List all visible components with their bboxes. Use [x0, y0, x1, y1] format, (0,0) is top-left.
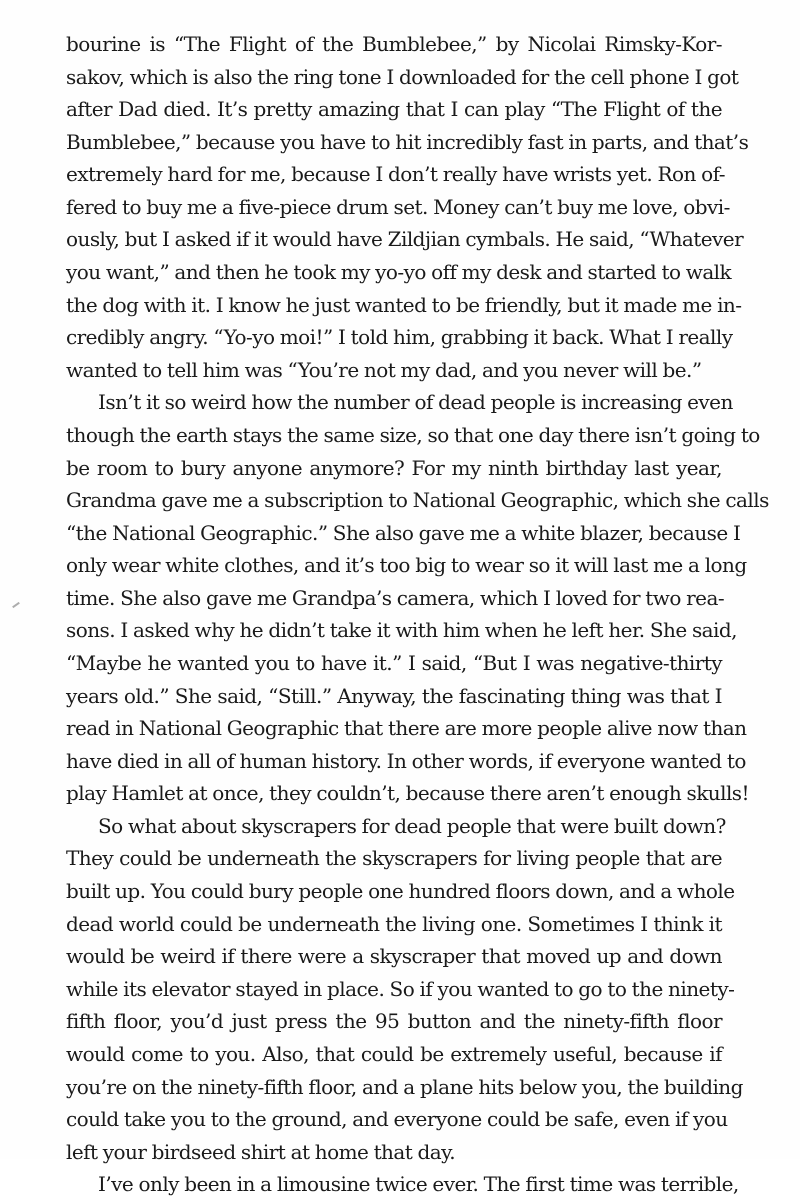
text-line: the dog with it. I know he just wanted to be friendly, but it made me in- — [66, 292, 742, 317]
text-line: wanted to tell him was “You’re not my dad, and you never will be.” — [66, 357, 702, 382]
text-line: would be weird if there were a skyscraper that moved up and down — [66, 944, 722, 969]
paragraph-first-line: I’ve only been in a limousine twice ever. The first time was terrible, — [98, 1172, 739, 1197]
text-line: “Maybe he wanted you to have it.” I said, “But I was negative-thirty — [66, 650, 722, 675]
text-line: play Hamlet at once, they couldn’t, because there aren’t enough skulls! — [66, 781, 750, 806]
body-text — [66, 28, 769, 1201]
text-line: though the earth stays the same size, so that one day there isn’t going to — [66, 422, 760, 447]
text-line: you’re on the ninety-fifth floor, and a plane hits below you, the building — [66, 1074, 743, 1099]
text-line: dead world could be underneath the living one. Sometimes I think it — [66, 911, 722, 936]
text-line: bourine is “The Flight of the Bumblebee,” by Nicolai Rimsky-Kor- — [66, 32, 722, 56]
text-line: after Dad died. It’s pretty amazing that I can play “The Flight of the — [66, 97, 722, 122]
text-line: Bumblebee,” because you have to hit incredibly fast in parts, and that’s — [66, 129, 749, 154]
text-line: could take you to the ground, and everyone could be safe, even if you — [66, 1107, 728, 1132]
text-line: sakov, which is also the ring tone I downloaded for the cell phone I got — [66, 64, 739, 89]
text-line: credibly angry. “Yo-yo moi!” I told him, grabbing it back. What I really — [66, 325, 733, 350]
text-line: years old.” She said, “Still.” Anyway, the fascinating thing was that I — [66, 683, 722, 708]
text-line: have died in all of human history. In other words, if everyone wanted to — [66, 748, 746, 773]
text-line: built up. You could bury people one hundred floors down, and a whole — [66, 879, 735, 904]
text-line: fered to buy me a five-piece drum set. Money can’t buy me love, obvi- — [66, 194, 730, 219]
text-line: “the National Geographic.” She also gave me a white blazer, because I — [66, 520, 741, 545]
text-line: sons. I asked why he didn’t take it with him when he left her. She said, — [66, 618, 737, 643]
text-line: while its elevator stayed in place. So if you wanted to go to the ninety- — [66, 976, 735, 1001]
text-line: ously, but I asked if it would have Zildjian cymbals. He said, “Whatever — [66, 227, 744, 252]
text-line: read in National Geographic that there are more people alive now than — [66, 716, 747, 741]
text-line: They could be underneath the skyscrapers for living people that are — [66, 846, 722, 871]
scan-mark — [12, 602, 20, 608]
paragraph-first-line: So what about skyscrapers for dead people that were built down? — [98, 813, 726, 838]
paragraph-first-line: Isn’t it so weird how the number of dead people is increasing even — [98, 390, 733, 415]
text-line: extremely hard for me, because I don’t really have wrists yet. Ron of- — [66, 162, 725, 187]
text-line: Grandma gave me a subscription to National Geographic, which she calls — [66, 488, 769, 513]
text-line: only wear white clothes, and it’s too big to wear so it will last me a long — [66, 553, 747, 578]
text-line: be room to bury anyone anymore? For my ninth birthday last year, — [66, 455, 722, 480]
text-line: fifth floor, you’d just press the 95 button and the ninety-fifth floor — [66, 1009, 722, 1034]
text-line: left your birdseed shirt at home that day. — [66, 1139, 456, 1164]
text-line: would come to you. Also, that could be extremely useful, because if — [66, 1041, 722, 1066]
text-line: time. She also gave me Grandpa’s camera, which I loved for two rea- — [66, 585, 725, 610]
text-line: you want,” and then he took my yo-yo off my desk and started to walk — [66, 260, 732, 285]
